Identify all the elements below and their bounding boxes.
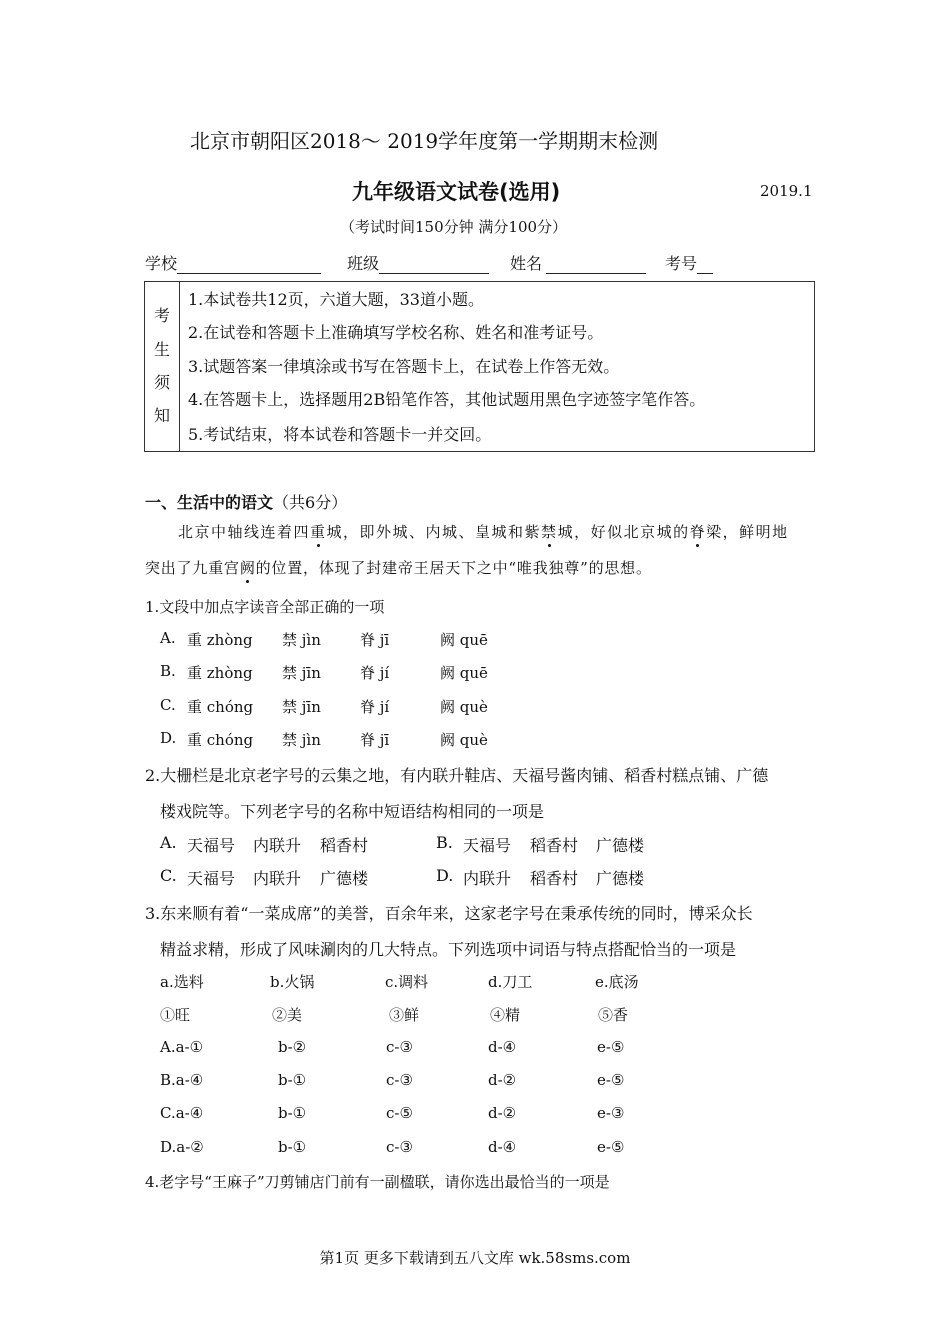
option-item: 内联升 bbox=[253, 869, 302, 888]
name-blank[interactable] bbox=[546, 255, 646, 274]
option-item: 阙 què bbox=[440, 698, 488, 716]
school-blank[interactable] bbox=[177, 255, 321, 274]
notice-side-label bbox=[145, 282, 180, 451]
q3-trait: ⑤香 bbox=[598, 1006, 629, 1024]
page-footer: 第1页 更多下载请到五八文库 wk.58sms.com bbox=[319, 1249, 631, 1267]
exam-date: 2019.1 bbox=[760, 182, 813, 200]
dotted-char: 阙 bbox=[239, 559, 256, 577]
option-letter: A. bbox=[160, 629, 176, 647]
exam-subtitle: 九年级语文试卷(选用) bbox=[352, 180, 561, 204]
option-item: D.a-② bbox=[160, 1138, 204, 1156]
exam-no-field bbox=[665, 251, 713, 274]
q2-stem-line-1: 2.大栅栏是北京老字号的云集之地，有内联升鞋店、天福号酱肉铺、稻香村糕点铺、广德 bbox=[145, 766, 769, 785]
class-label: 班级 bbox=[347, 254, 380, 273]
notice-side-char: 生 bbox=[153, 340, 170, 359]
notice-side-char: 知 bbox=[153, 406, 170, 425]
option-item: 阙 quē bbox=[440, 631, 488, 649]
q3-trait: ②美 bbox=[272, 1006, 303, 1024]
q3-trait: ③鲜 bbox=[389, 1006, 420, 1024]
option-item: 禁 jīn bbox=[282, 698, 321, 716]
passage-text: 城，即外城、内城、皇城和紫 bbox=[326, 523, 542, 541]
option-item: e-⑤ bbox=[597, 1138, 625, 1156]
q3-word: c.调料 bbox=[385, 973, 429, 991]
passage-line-2 bbox=[145, 557, 652, 578]
option-letter: A. bbox=[160, 833, 177, 852]
notice-item: 4.在答题卡上，选择题用2B铅笔作答，其他试题用黑色字迹签字笔作答。 bbox=[188, 390, 706, 409]
option-item: e-⑤ bbox=[597, 1038, 625, 1056]
option-letter: B. bbox=[436, 833, 453, 852]
q2-stem-line-2: 楼戏院等。下列老字号的名称中短语结构相同的一项是 bbox=[160, 802, 545, 821]
option-item: 重 zhòng bbox=[187, 631, 253, 649]
option-item: c-③ bbox=[386, 1038, 413, 1056]
option-item: 广德楼 bbox=[596, 869, 645, 888]
notice-item: 2.在试卷和答题卡上准确填写学校名称、姓名和准考证号。 bbox=[188, 323, 604, 342]
passage-text: 的位置，体现了封建帝王居天下之中“唯我独尊”的思想。 bbox=[255, 559, 652, 577]
option-item: d-④ bbox=[488, 1038, 517, 1056]
section-title: 一、生活中的语文 bbox=[145, 493, 274, 512]
option-item: 重 chóng bbox=[187, 731, 254, 749]
dotted-char: 重 bbox=[310, 523, 327, 541]
option-item: b-② bbox=[278, 1038, 307, 1056]
option-item: 禁 jìn bbox=[282, 631, 321, 649]
option-item: 脊 jī bbox=[360, 731, 390, 749]
option-item: 重 zhòng bbox=[187, 664, 253, 682]
exam-no-blank[interactable] bbox=[697, 255, 713, 274]
option-letter: B. bbox=[160, 662, 176, 680]
q3-trait: ④精 bbox=[490, 1006, 521, 1024]
option-item: 脊 jí bbox=[360, 664, 390, 682]
name-field bbox=[510, 251, 646, 274]
option-item: b-① bbox=[278, 1104, 307, 1122]
q3-word: b.火锅 bbox=[270, 973, 315, 991]
school-label: 学校 bbox=[145, 254, 178, 273]
option-item: c-③ bbox=[386, 1071, 413, 1089]
option-item: A.a-① bbox=[160, 1038, 204, 1056]
option-item: 天福号 bbox=[463, 836, 512, 855]
class-blank[interactable] bbox=[379, 255, 489, 274]
option-letter: C. bbox=[160, 696, 176, 714]
notice-item: 1.本试卷共12页，六道大题，33道小题。 bbox=[188, 290, 484, 309]
option-item: 重 chóng bbox=[187, 698, 254, 716]
q3-word: e.底汤 bbox=[595, 973, 639, 991]
passage-line-1 bbox=[178, 521, 789, 542]
option-item: 脊 jī bbox=[360, 631, 390, 649]
passage-text: 突出了九重宫 bbox=[145, 559, 240, 577]
option-item: 内联升 bbox=[253, 836, 302, 855]
class-field bbox=[347, 251, 489, 274]
option-item: B.a-④ bbox=[160, 1071, 204, 1089]
option-item: C.a-④ bbox=[160, 1104, 204, 1122]
name-label: 姓名 bbox=[510, 254, 543, 273]
option-letter: C. bbox=[160, 866, 177, 885]
option-letter: D. bbox=[160, 729, 177, 747]
option-item: 阙 què bbox=[440, 731, 488, 749]
q3-stem-line-1: 3.东来顺有着“一菜成席”的美誉，百余年来，这家老字号在秉承传统的同时，博采众长 bbox=[145, 904, 753, 923]
notice-item: 3.试题答案一律填涂或书写在答题卡上，在试卷上作答无效。 bbox=[188, 357, 620, 376]
q3-word: a.选料 bbox=[160, 973, 204, 991]
option-item: 稻香村 bbox=[530, 869, 579, 888]
option-item: 脊 jí bbox=[360, 698, 390, 716]
passage-text: 梁，鲜明地 bbox=[706, 523, 789, 541]
option-letter: D. bbox=[436, 866, 454, 885]
passage-text: 城，好似北京城的 bbox=[557, 523, 690, 541]
exam-title: 北京市朝阳区2018～ 2019学年度第一学期期末检测 bbox=[190, 129, 659, 153]
notice-box bbox=[144, 281, 815, 452]
exam-no-label: 考号 bbox=[665, 254, 698, 273]
option-item: 稻香村 bbox=[320, 836, 369, 855]
dotted-char: 禁 bbox=[541, 523, 558, 541]
notice-side-char: 考 bbox=[153, 306, 170, 325]
option-item: 广德楼 bbox=[320, 869, 369, 888]
notice-side-char: 须 bbox=[153, 373, 170, 392]
option-item: 天福号 bbox=[187, 869, 236, 888]
option-item: b-① bbox=[278, 1071, 307, 1089]
option-item: 禁 jìn bbox=[282, 731, 321, 749]
option-item: c-⑤ bbox=[386, 1104, 413, 1122]
q3-word: d.刀工 bbox=[488, 973, 533, 991]
section-score: （共6分） bbox=[273, 493, 348, 512]
q3-stem-line-2: 精益求精，形成了风味涮肉的几大特点。下列选项中词语与特点搭配恰当的一项是 bbox=[160, 940, 737, 959]
option-item: 稻香村 bbox=[530, 836, 579, 855]
option-item: 阙 quē bbox=[440, 664, 488, 682]
exam-info: （考试时间150分钟 满分100分） bbox=[340, 218, 568, 236]
section-heading bbox=[145, 490, 347, 513]
option-item: 内联升 bbox=[463, 869, 512, 888]
option-item: d-④ bbox=[488, 1138, 517, 1156]
passage-text: 北京中轴线连着四 bbox=[178, 523, 311, 541]
option-item: d-② bbox=[488, 1104, 517, 1122]
q4-stem: 4.老字号“王麻子”刀剪铺店门前有一副楹联，请你选出最恰当的一项是 bbox=[145, 1173, 610, 1191]
option-item: d-② bbox=[488, 1071, 517, 1089]
q3-trait: ①旺 bbox=[160, 1006, 191, 1024]
q1-stem: 1.文段中加点字读音全部正确的一项 bbox=[145, 598, 385, 616]
option-item: e-⑤ bbox=[597, 1071, 625, 1089]
option-item: c-③ bbox=[386, 1138, 413, 1156]
option-item: e-③ bbox=[597, 1104, 625, 1122]
dotted-char: 脊 bbox=[689, 523, 707, 541]
notice-item: 5.考试结束，将本试卷和答题卡一并交回。 bbox=[188, 425, 492, 444]
option-item: 禁 jīn bbox=[282, 664, 321, 682]
school-field bbox=[145, 251, 321, 274]
option-item: b-① bbox=[278, 1138, 307, 1156]
option-item: 广德楼 bbox=[596, 836, 645, 855]
option-item: 天福号 bbox=[187, 836, 236, 855]
